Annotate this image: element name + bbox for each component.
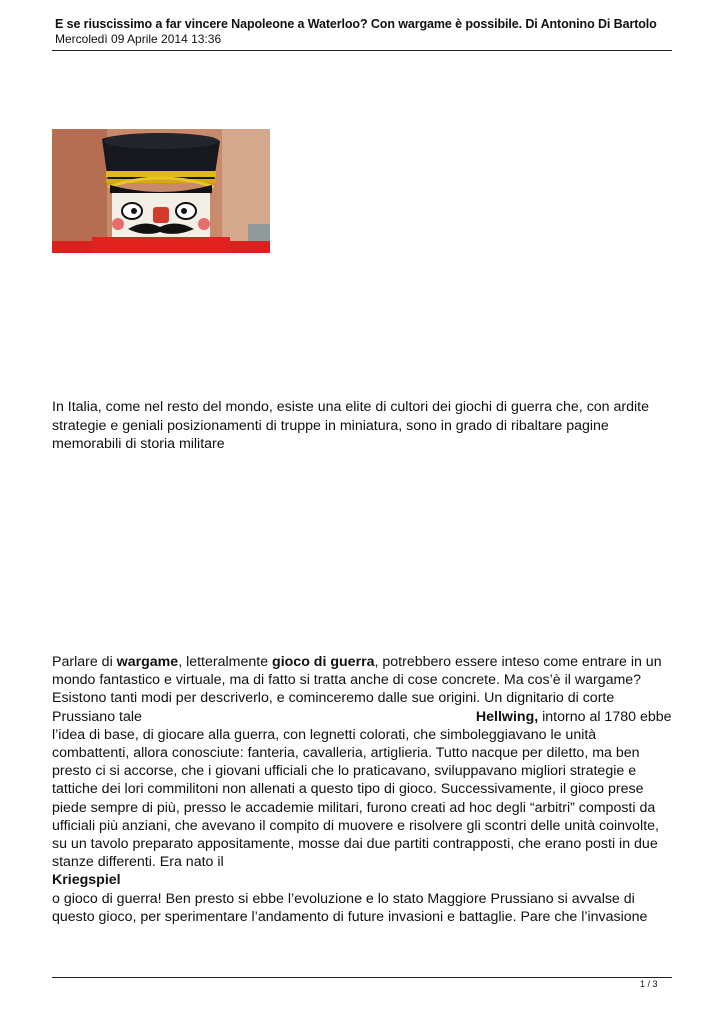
body-text: Parlare di [52, 654, 117, 670]
term-wargame: wargame [116, 654, 179, 670]
body-text: o gioco di guerra! Ben presto si ebbe l’evoluzione e lo stato Maggiore Prussiano si avvalse di questo gioco, per sperimentare l’andamento di future invasioni e battaglie. Pare che l’invasione [52, 890, 648, 925]
hero-image [52, 129, 270, 253]
term-gioco-di-guerra: gioco di guerra [272, 654, 375, 670]
article-title: E se riuscissimo a far vincere Napoleone a Waterloo? Con wargame è possibile. Di Antonino Di Bartolo [55, 17, 657, 31]
body-paragraph [52, 653, 677, 926]
name-hellwing: Hellwing, [475, 708, 539, 725]
intro-paragraph: In Italia, come nel resto del mondo, esiste una elite di cultori dei giochi di guerra che, con ardite strategie e geniali posizionamenti di truppe in miniatura, sono in grado di ribaltare pagine memorabili di storia militare [52, 399, 649, 452]
article-date: Mercoledì 09 Aprile 2014 13:36 [55, 32, 222, 46]
footer-divider [52, 977, 672, 978]
header-divider [52, 50, 672, 51]
term-kriegspiel: Kriegspiel [52, 872, 121, 889]
body-text: intorno al 1780 ebbe l’idea di base, di giocare alla guerra, con legnetti colorati, che simboleggiavano le unità combattenti, allora conosciute: fanteria, cavalleria, artiglieria. Tutto nacque per diletto, ma ben presto ci si accorse, che i giovani ufficiali che lo praticavano, sviluppavano migliori strategie e tattiche dei lori commilitoni non allenati a questo tipo di gioco. Successivamente, il gioco prese piede sempre di più, presso le accademie militari, furono creati ad hoc degli “arbitri” composti da ufficiali più anziani, che avevano il compito di muovere e risolvere gli scontri delle unità coinvolte, su un tavolo preparato appositamente, mosse dai due partiti contrapposti, che erano posti in due stanze differenti. Era nato il [52, 708, 672, 871]
body-text: , potrebbero essere inteso come entrare in un mondo fantastico e virtuale, ma di fatto si tratta anche di cose concrete. Ma cos’è il wargame? Esistono tanti modi per descriverlo, e cominceremo dalle sue origini. Un dignitario di corte Prussiano tale [52, 654, 662, 725]
page-number: 1 / 3 [640, 979, 658, 989]
body-text: , letteralmente [178, 654, 273, 670]
